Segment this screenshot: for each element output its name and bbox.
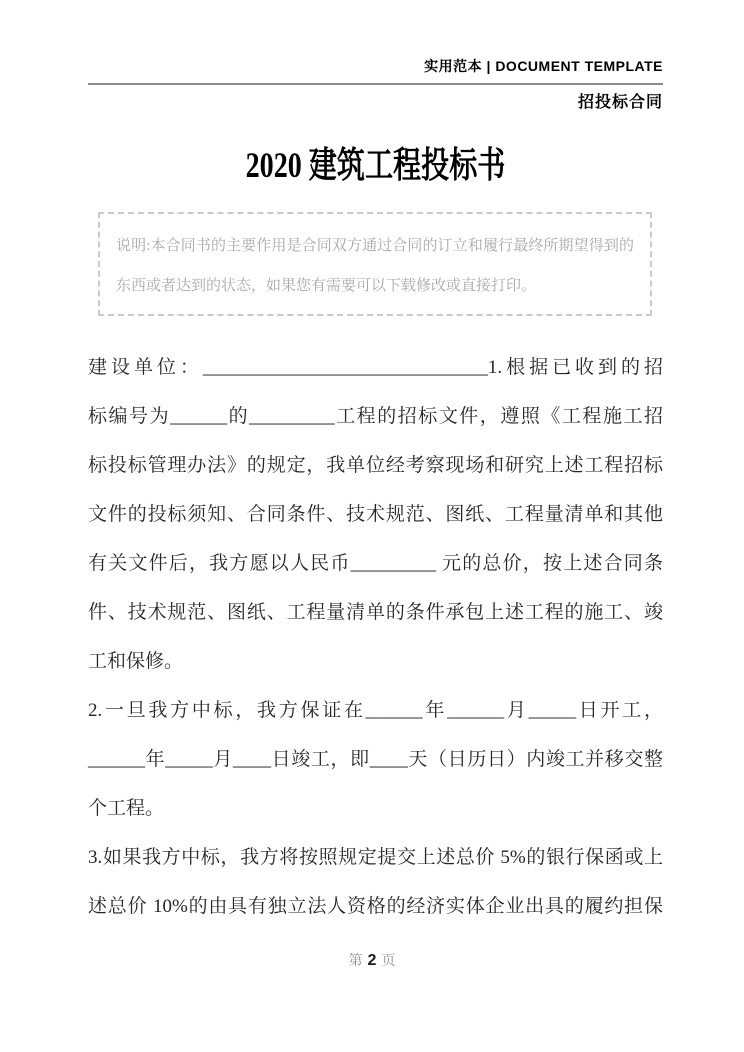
body-line: 建设单位：______________________________1.根据已收到的招 [88, 357, 663, 378]
body-line: 述总价 10%的由具有独立法人资格的经济实体企业出具的履约担保 [88, 896, 663, 917]
document-title: 2020 建筑工程投标书 [245, 145, 506, 185]
footer-suffix: 页 [381, 954, 396, 969]
body-line: 有关文件后，我方愿以人民币_________ 元的总价，按上述合同条 [88, 553, 663, 574]
body-line: 件、技术规范、图纸、工程量清单的条件承包上述工程的施工、竣 [88, 602, 663, 623]
page-number: 2 [367, 952, 377, 969]
body-line: 文件的投标须知、合同条件、技术规范、图纸、工程量清单和其他 [88, 504, 663, 525]
footer-prefix: 第 [348, 954, 363, 969]
header-divider [88, 83, 663, 85]
body-line: 2.一旦我方中标，我方保证在______年______月_____日开工， [88, 700, 663, 721]
notice-text: 说明:本合同书的主要作用是合同双方通过合同的订立和履行最终所期望得到的东西或者达到的状态，如果您有需要可以下载修改或直接打印。 [116, 238, 634, 294]
body-line: 个工程。 [88, 798, 165, 819]
notice-box [98, 212, 652, 316]
body-line: 工和保修。 [88, 651, 184, 672]
category-label: 招投标合同 [577, 94, 663, 111]
page-content [88, 0, 663, 931]
body-line: 标编号为______的_________工程的招标文件，遵照《工程施工招 [88, 406, 663, 427]
body-line: 标投标管理办法》的规定，我单位经考察现场和研究上述工程招标 [88, 455, 663, 476]
page-footer [0, 950, 744, 973]
brand-header: 实用范本 | DOCUMENT TEMPLATE [424, 58, 663, 74]
body-lines [88, 343, 663, 931]
body-line: 3.如果我方中标，我方将按照规定提交上述总价 5%的银行保函或上 [88, 847, 663, 868]
body-line: ______年_____月____日竣工，即____天（日历日）内竣工并移交整 [88, 749, 663, 770]
